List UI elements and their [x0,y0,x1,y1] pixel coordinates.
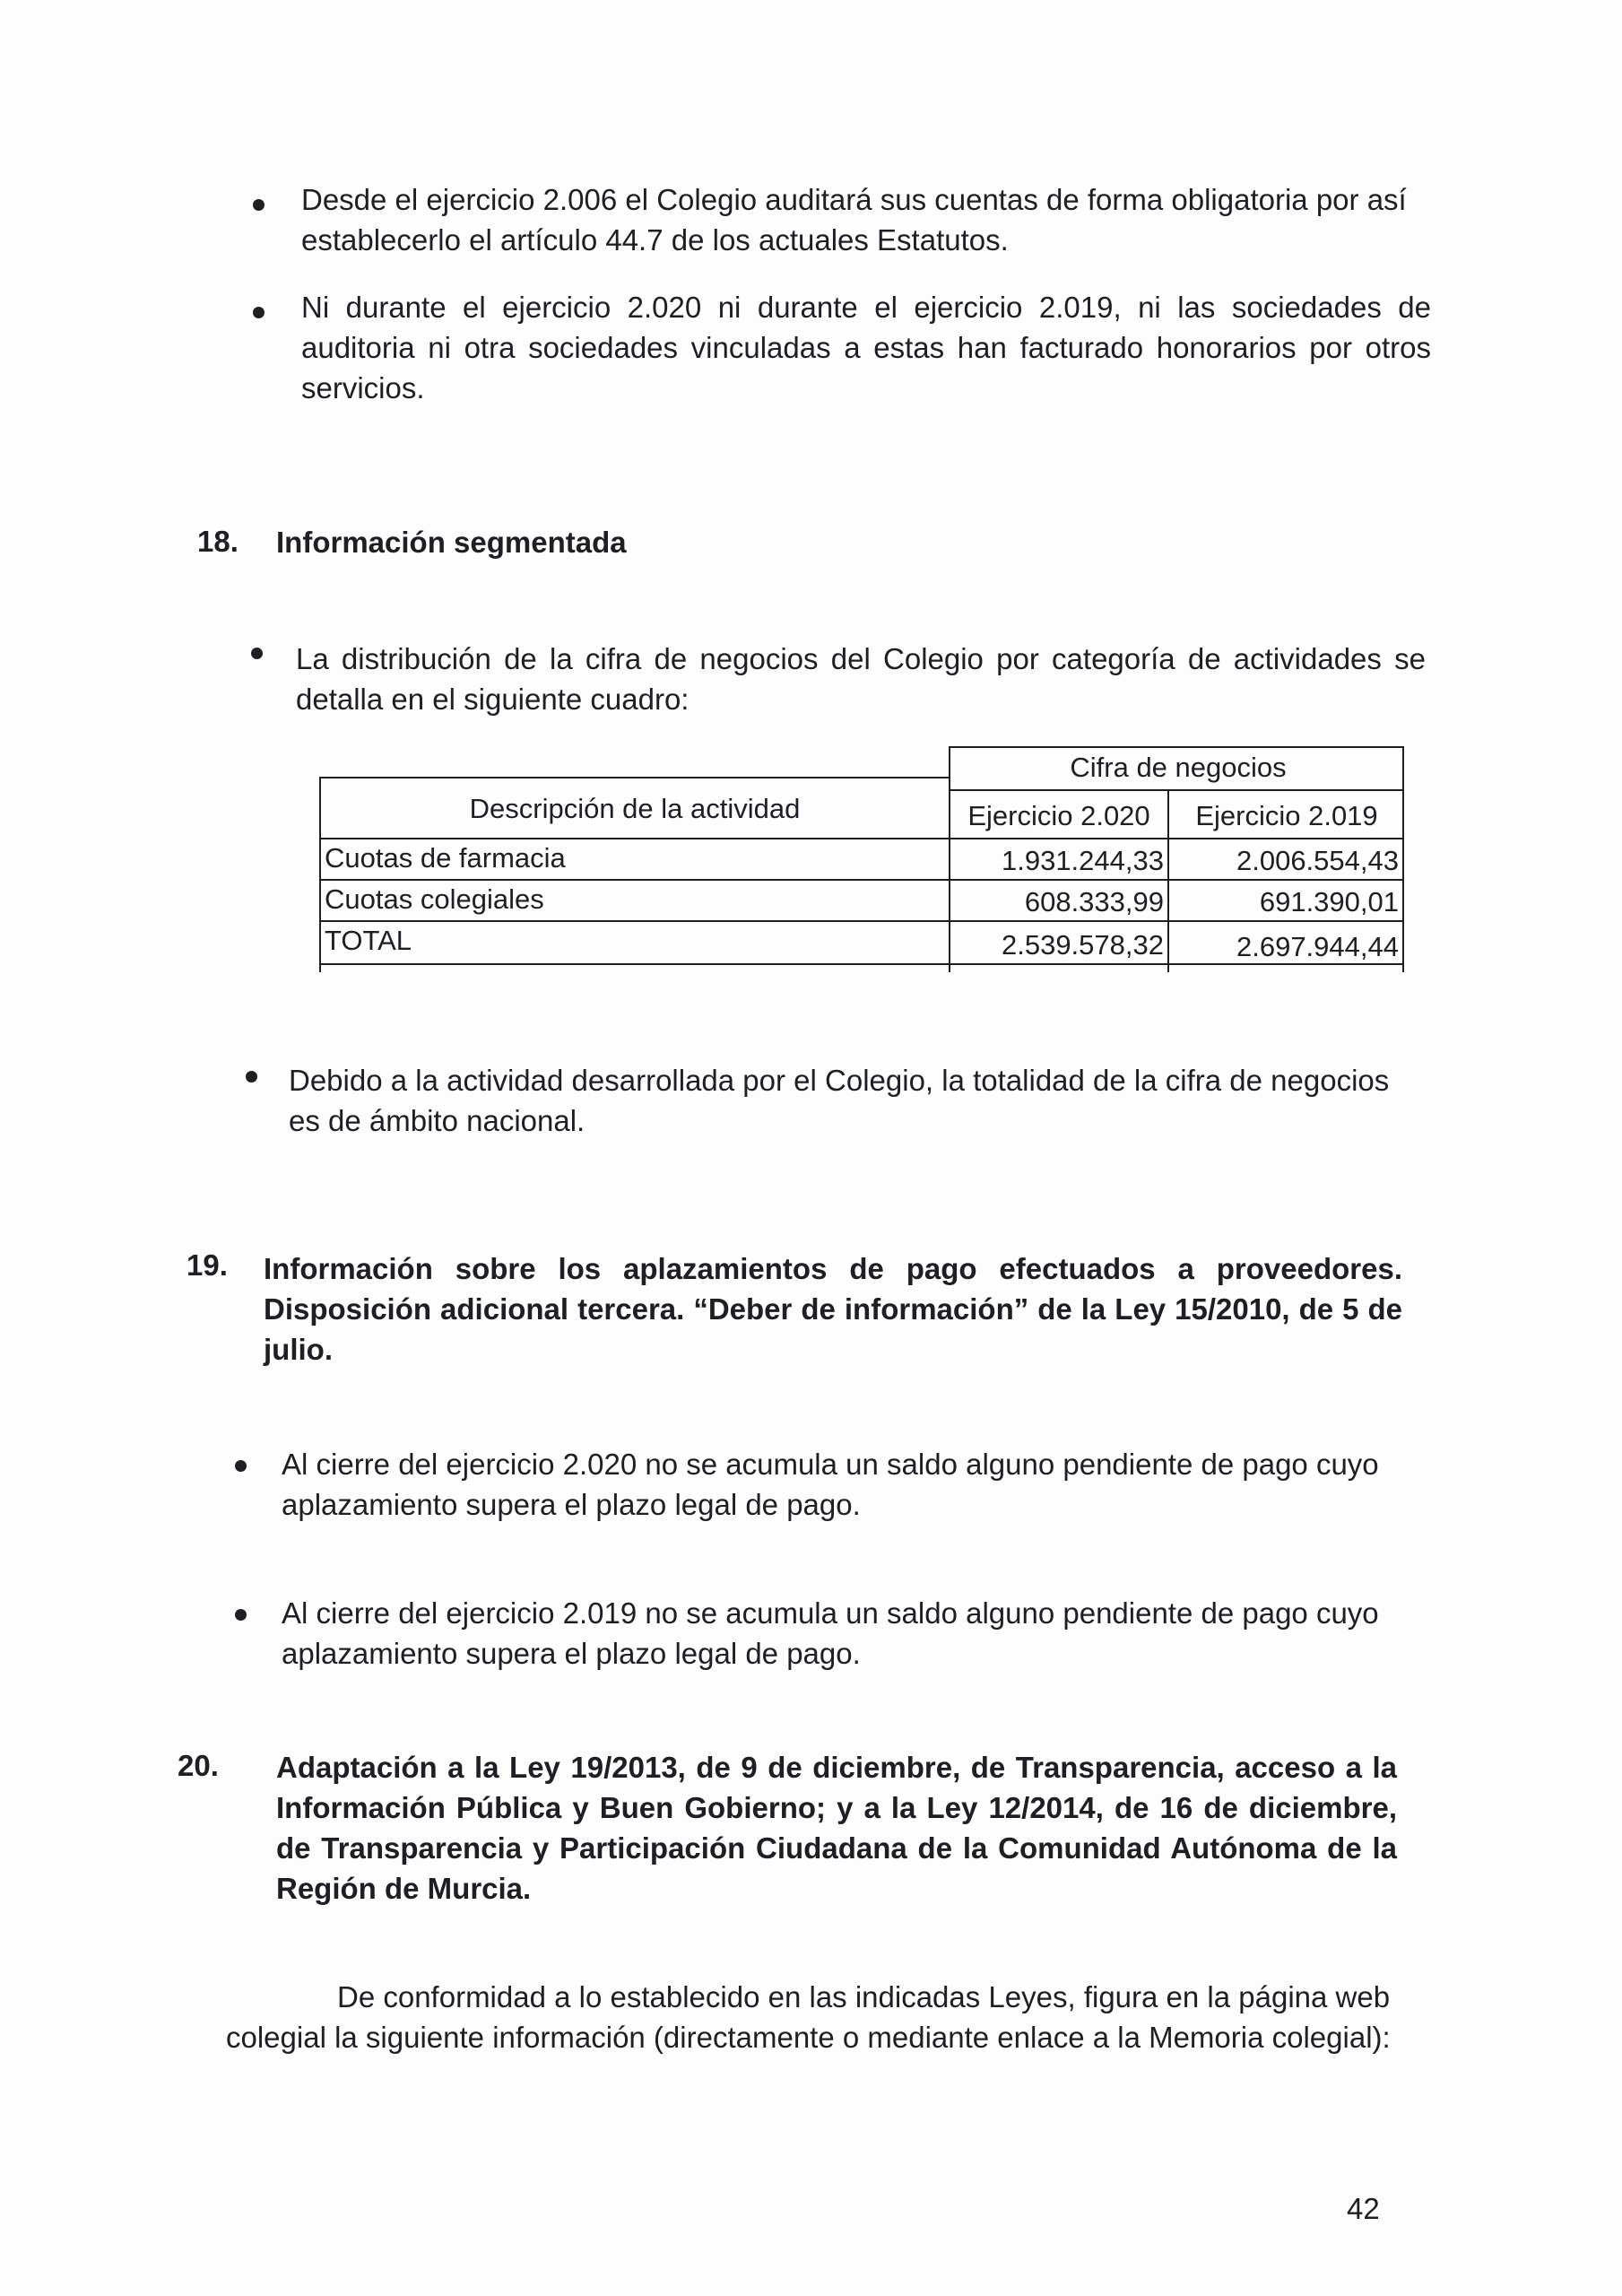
bullet-dot [251,648,263,659]
transparency-paragraph: De conformidad a lo establecido en las indicadas Leyes, figura en la página web colegial la siguiente información (directamente o mediante enlace a la Memoria colegial): [226,1980,1391,2054]
table-cell-2019: 691.390,01 [1259,886,1399,918]
table-border [319,838,1404,839]
bullet-dot [246,1071,257,1083]
section-18-title: Información segmentada [276,526,627,559]
table-border [319,777,950,778]
table-border [1402,746,1404,972]
bullet-text-honorarios: Ni durante el ejercicio 2.020 ni durante el ejercicio 2.019, ni las sociedades de auditoria ni otra sociedades vinculadas a estas han facturado honorarios por otros servicios. [301,291,1431,404]
table-border [949,746,1404,748]
page-number: 42 [1347,2192,1380,2225]
section-19-number: 19. [186,1248,228,1282]
table-row-label: TOTAL [325,925,412,956]
bullet-dot [235,1609,247,1621]
table-cell-2019: 2.697.944,44 [1236,931,1399,962]
table-border [1167,789,1169,972]
table-header-2020: Ejercicio 2.020 [967,800,1150,831]
bullet-text-ambito: Debido a la actividad desarrollada por el Colegio, la totalidad de la cifra de negocios es de ámbito nacional. [289,1064,1390,1137]
table-cell-2020: 2.539.578,32 [1001,929,1164,961]
section-18-number: 18. [197,525,239,558]
table-row-label: Cuotas colegiales [325,883,544,915]
table-border [319,879,1404,881]
table-cell-2019: 2.006.554,43 [1236,845,1399,876]
table-cell-2020: 608.333,99 [1024,886,1164,918]
section-20-title: Adaptación a la Ley 19/2013, de 9 de diciembre, de Transparencia, acceso a la Información Pública y Buen Gobierno; y a la Ley 12/2014, de 16 de diciembre, de Transparencia y Participación Ciudadana de la Comunidad Autónoma de la Región de Murcia. [276,1751,1397,1905]
bullet-dot [253,199,265,211]
table-border [949,746,950,972]
table-row-label: Cuotas de farmacia [325,842,566,874]
section-19-title: Información sobre los aplazamientos de pago efectuados a proveedores. Disposición adicional tercera. “Deber de información” de la Ley 15/2010, de 5 de julio. [264,1252,1402,1366]
bullet-dot [253,307,265,318]
bullet-text-distribucion: La distribución de la cifra de negocios del Colegio por categoría de actividades se detalla en el siguiente cuadro: [296,642,1426,716]
bullet-text-cierre-2019: Al cierre del ejercicio 2.019 no se acumula un saldo alguno pendiente de pago cuyo aplazamiento supera el plazo legal de pago. [282,1596,1379,1670]
table-border [319,920,1404,922]
table-header-2019: Ejercicio 2.019 [1195,800,1378,831]
bullet-text-auditoria: Desde el ejercicio 2.006 el Colegio auditará sus cuentas de forma obligatoria por así establecerlo el artículo 44.7 de los actuales Estatutos. [301,183,1407,257]
table-header-description: Descripción de la actividad [469,793,801,824]
table-border [319,777,321,972]
bullet-text-cierre-2020: Al cierre del ejercicio 2.020 no se acumula un saldo alguno pendiente de pago cuyo aplazamiento supera el plazo legal de pago. [282,1448,1379,1521]
table-group-header: Cifra de negocios [1070,752,1287,783]
table-border [949,789,1404,791]
section-20-number: 20. [178,1749,219,1782]
bullet-dot [235,1460,247,1472]
table-cell-2020: 1.931.244,33 [1001,845,1164,876]
